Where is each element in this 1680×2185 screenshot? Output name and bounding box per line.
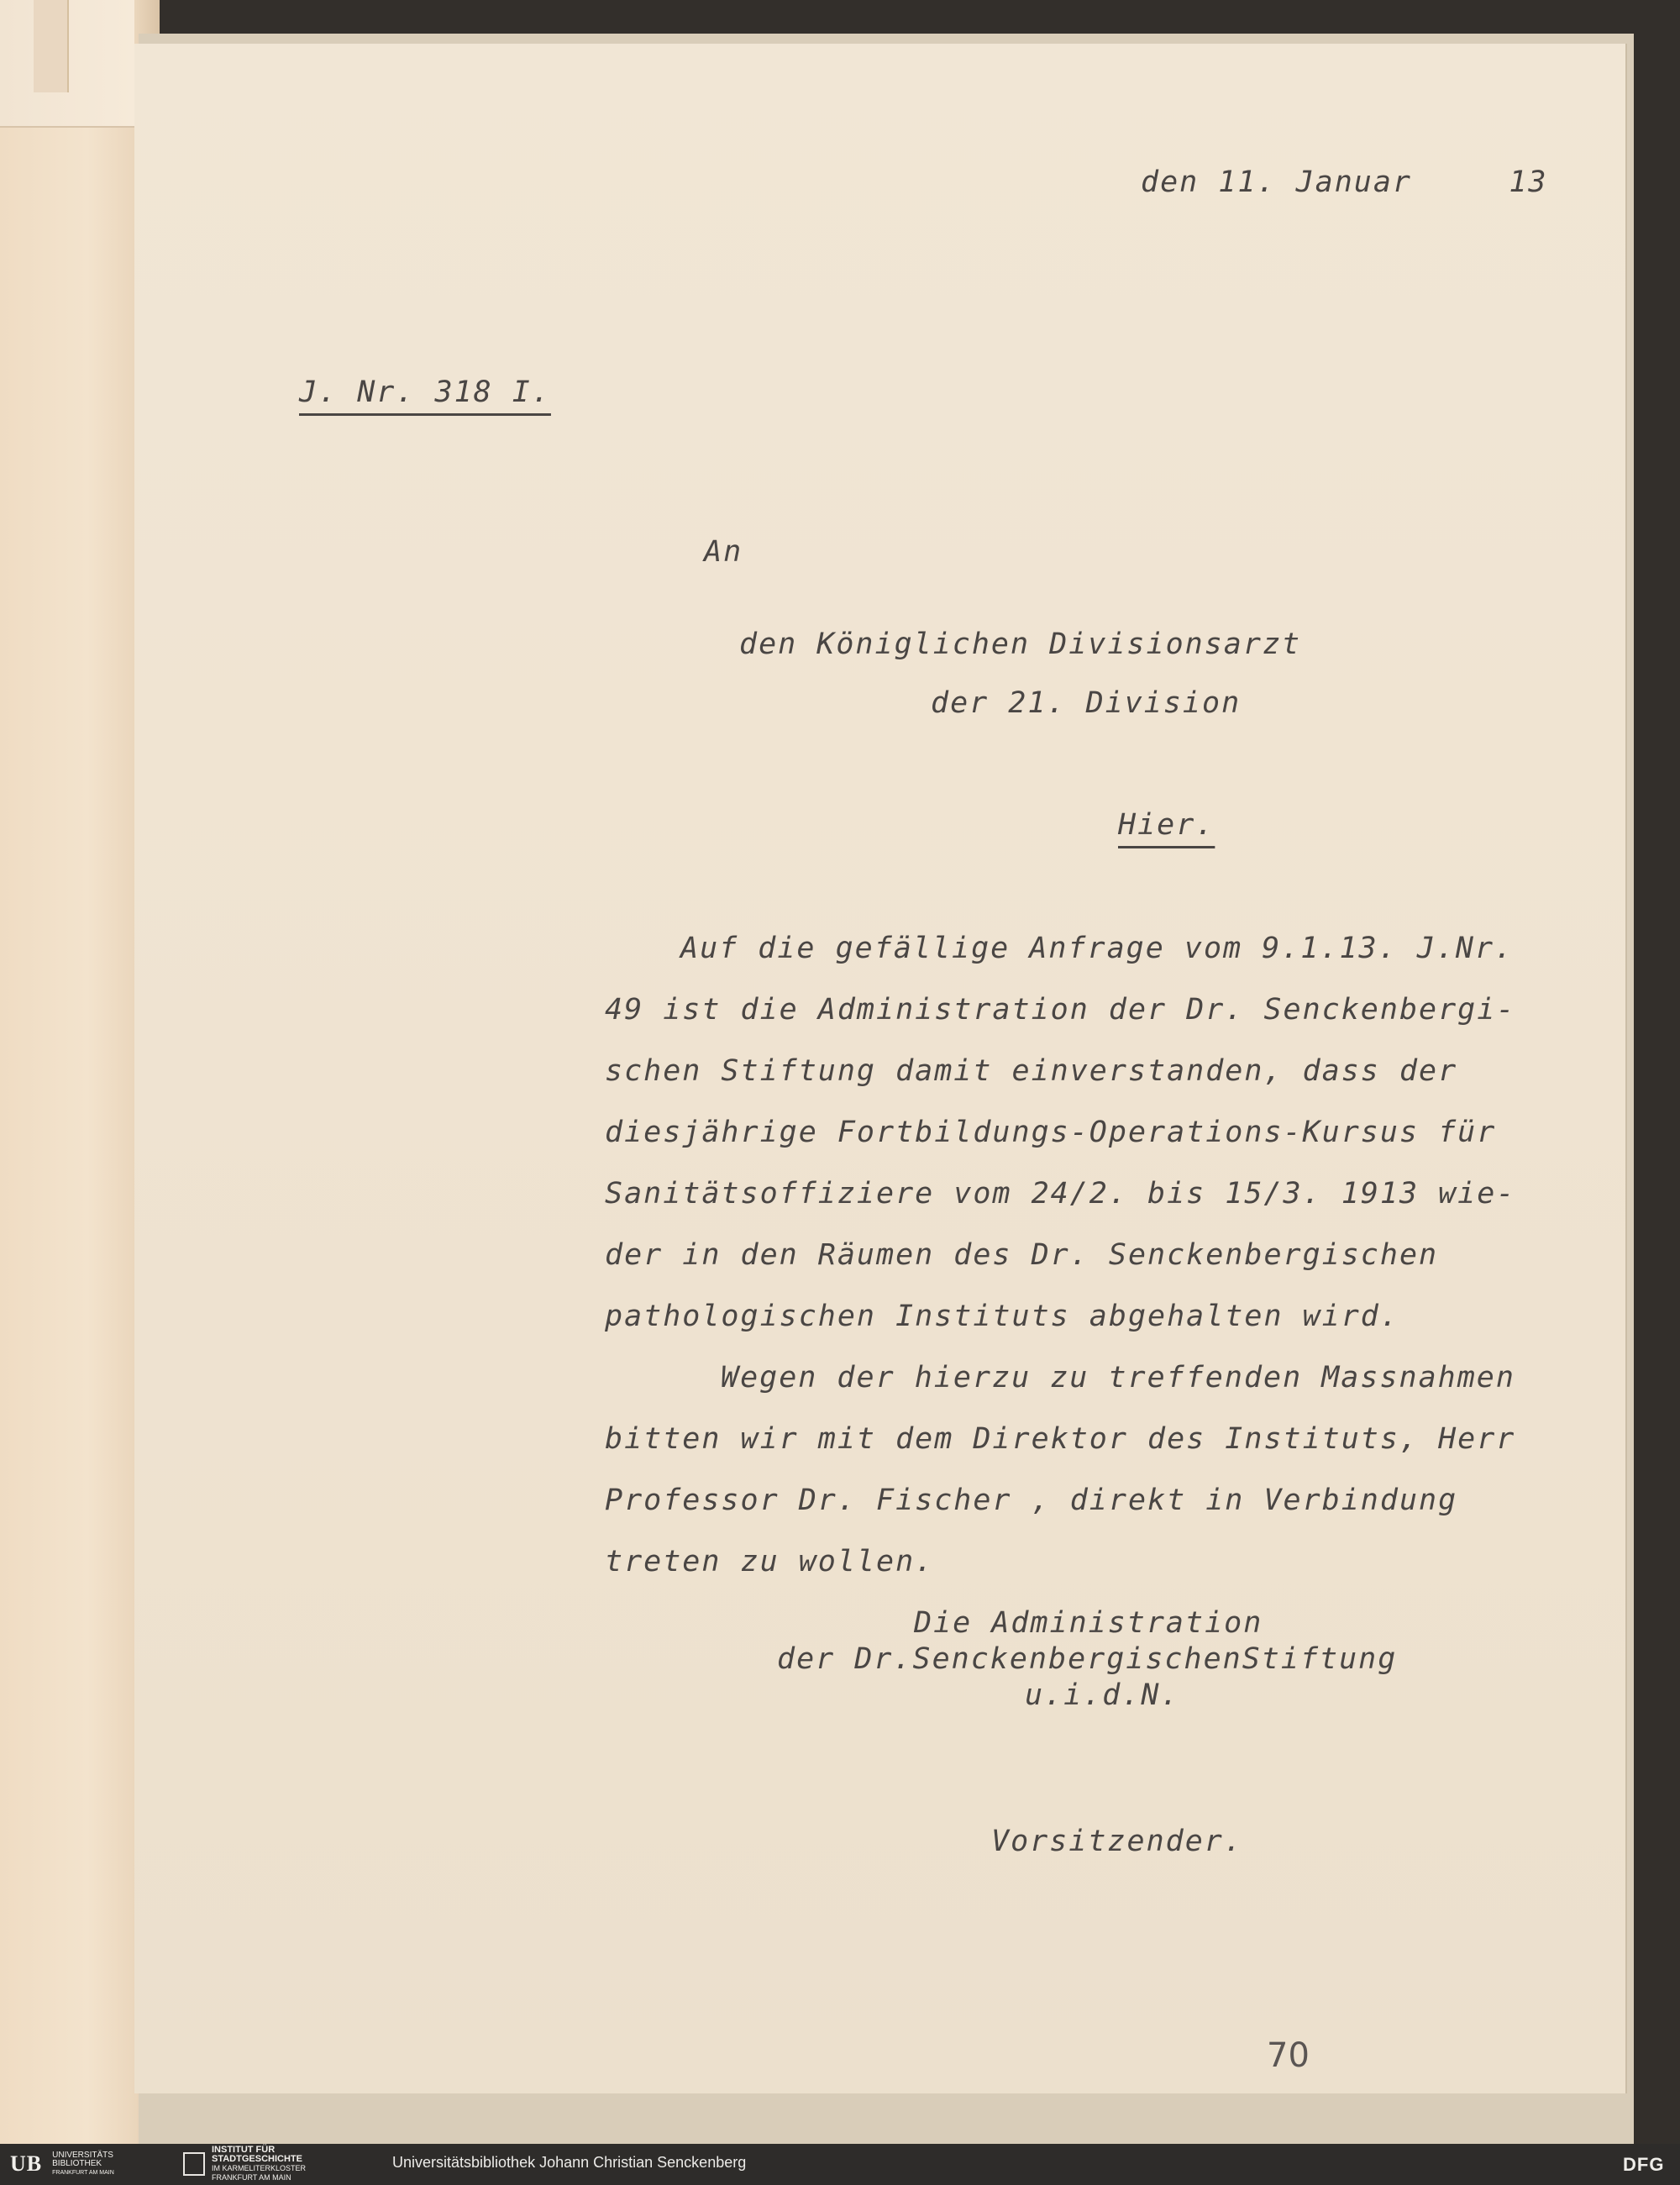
isg-logo-line: STADTGESCHICHTE	[212, 2154, 302, 2164]
signature-line-3: u.i.d.N.	[1025, 1678, 1180, 1712]
body-line: Professor Dr. Fischer , direkt in Verbindung	[605, 1484, 1458, 1517]
body-line: pathologischen Instituts abgehalten wird.	[605, 1300, 1399, 1333]
isg-logo-text	[212, 2146, 306, 2182]
body-line: Sanitätsoffiziere vom 24/2. bis 15/3. 1913 wie-	[605, 1177, 1516, 1211]
body-line: Wegen der hierzu zu treffenden Massnahmen	[721, 1361, 1515, 1395]
signature-line-2: der Dr.SenckenbergischenStiftung	[777, 1642, 1398, 1676]
salutation: An	[704, 535, 743, 569]
ub-logo-line: UNIVERSITÄTS	[52, 2150, 113, 2160]
isg-logo	[183, 2145, 307, 2182]
body-line: schen Stiftung damit einverstanden, dass der	[605, 1054, 1458, 1088]
body-line: bitten wir mit dem Direktor des Instituts, Herr	[605, 1422, 1516, 1456]
letter-date: den 11. Januar 13	[1141, 165, 1548, 199]
ub-logo	[5, 2151, 114, 2177]
footer-title: Universitätsbibliothek Johann Christian Senckenberg	[392, 2154, 747, 2171]
isg-logo-line: IM KARMELITERKLOSTER	[212, 2164, 307, 2172]
ub-logo-text	[52, 2151, 114, 2177]
letter-sheet	[134, 44, 1625, 2093]
isg-logo-line: INSTITUT FÜR	[212, 2145, 276, 2155]
place-line: Hier.	[1118, 808, 1215, 842]
body-line: 49 ist die Administration der Dr. Senckenbergi-	[605, 993, 1516, 1027]
recipient-line-1: den Königlichen Divisionsarzt	[739, 628, 1302, 661]
handwritten-page-number: 70	[1267, 2036, 1310, 2075]
body-line: Auf die gefällige Anfrage vom 9.1.13. J.Nr.	[680, 932, 1515, 965]
ub-logo-line: BIBLIOTHEK	[52, 2158, 102, 2168]
dfg-logo: DFG	[1623, 2154, 1665, 2175]
recipient-line-2: der 21. Division	[931, 686, 1242, 720]
ub-logo-line: FRANKFURT AM MAIN	[52, 2169, 114, 2176]
signature-line-1: Die Administration	[914, 1606, 1263, 1640]
paper-tab	[34, 0, 69, 92]
body-line: der in den Räumen des Dr. Senckenbergischen	[605, 1238, 1439, 1272]
isg-logo-line: FRANKFURT AM MAIN	[212, 2173, 291, 2182]
footer-bar	[0, 2144, 1680, 2185]
body-line: diesjährige Fortbildungs-Operations-Kursus für	[605, 1116, 1497, 1149]
chairman-line: Vorsitzender.	[991, 1825, 1243, 1858]
isg-logo-icon	[183, 2152, 205, 2176]
ub-logo-mark: UB	[10, 2151, 43, 2176]
body-line: treten zu wollen.	[605, 1545, 935, 1578]
reference-number: J. Nr. 318 I.	[299, 376, 551, 409]
